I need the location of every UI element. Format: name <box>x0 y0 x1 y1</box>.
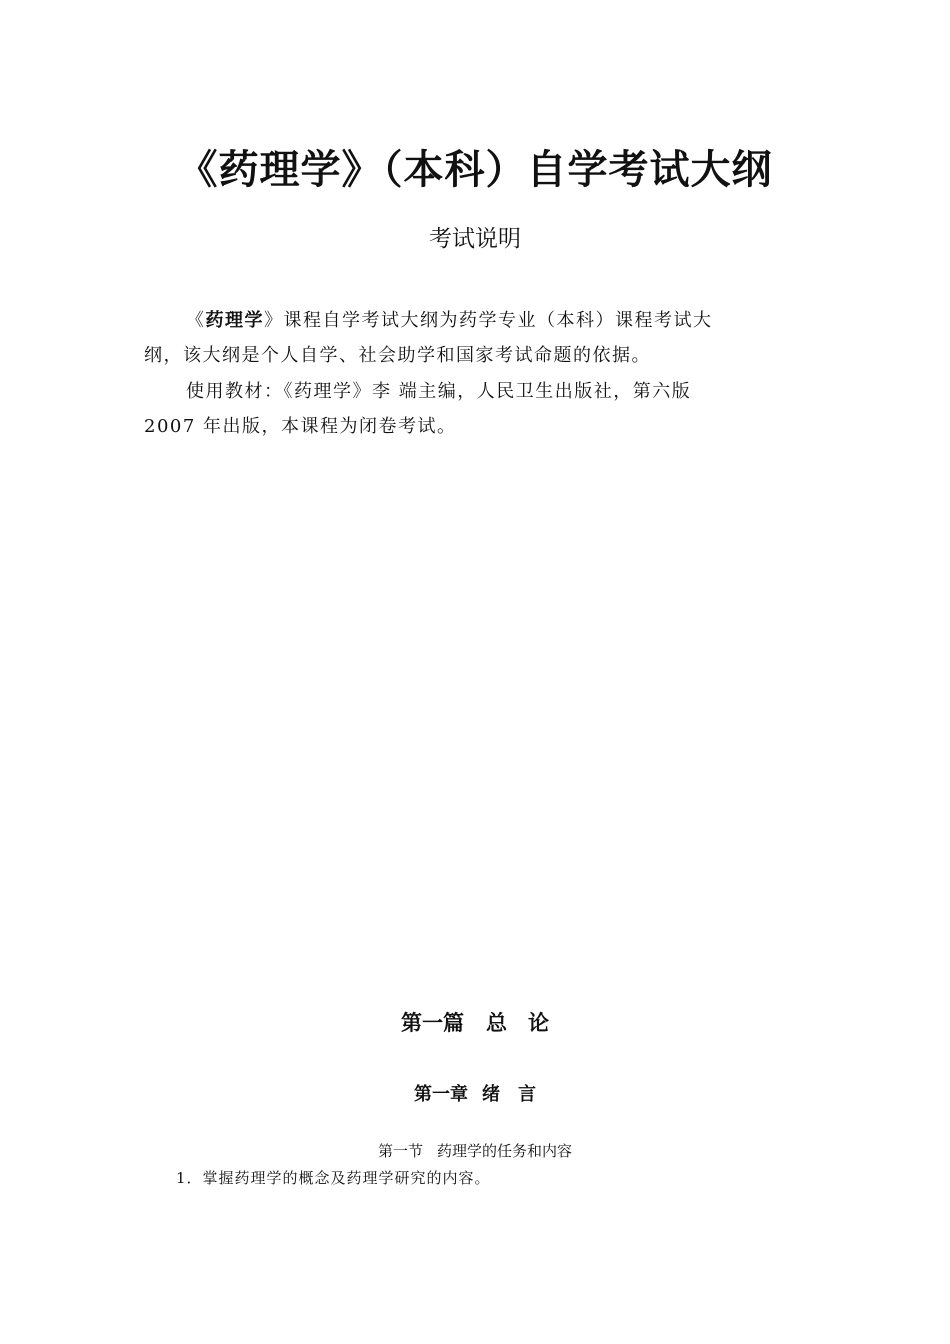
exam-notes-heading: 考试说明 <box>429 226 521 252</box>
document-title: 《药理学》（本科）自学考试大纲 <box>177 147 773 193</box>
textbook-line-2: 2007 年出版，本课程为闭卷考试。 <box>144 416 457 437</box>
part-number: 第一篇 <box>401 1011 464 1035</box>
chapter-heading <box>0 1080 950 1106</box>
chapter-title: 绪 言 <box>482 1084 536 1105</box>
intro-paragraph <box>144 303 804 373</box>
textbook-paragraph <box>144 374 804 444</box>
intro-line-2: 纲，该大纲是个人自学、社会助学和国家考试命题的依据。 <box>144 345 651 366</box>
open-bracket: 《 <box>186 310 206 331</box>
chapter-number: 第一章 <box>414 1084 468 1105</box>
section-heading <box>0 1140 950 1161</box>
intro-line-1-rest: 》课程自学考试大纲为药学专业（本科）课程考试大 <box>264 310 713 331</box>
section-number: 第一节 <box>377 1142 423 1160</box>
course-name-bold: 药理学 <box>205 310 264 331</box>
part-heading <box>0 1007 950 1037</box>
list-item: 1．掌握药理学的概念及药理学研究的内容。 <box>176 1169 491 1187</box>
textbook-line-1: 使用教材：《药理学》李 端主编，人民卫生出版社，第六版 <box>186 381 692 402</box>
part-title: 总 论 <box>486 1011 549 1035</box>
intro-line-1 <box>144 303 804 338</box>
section-title: 药理学的任务和内容 <box>437 1142 573 1160</box>
